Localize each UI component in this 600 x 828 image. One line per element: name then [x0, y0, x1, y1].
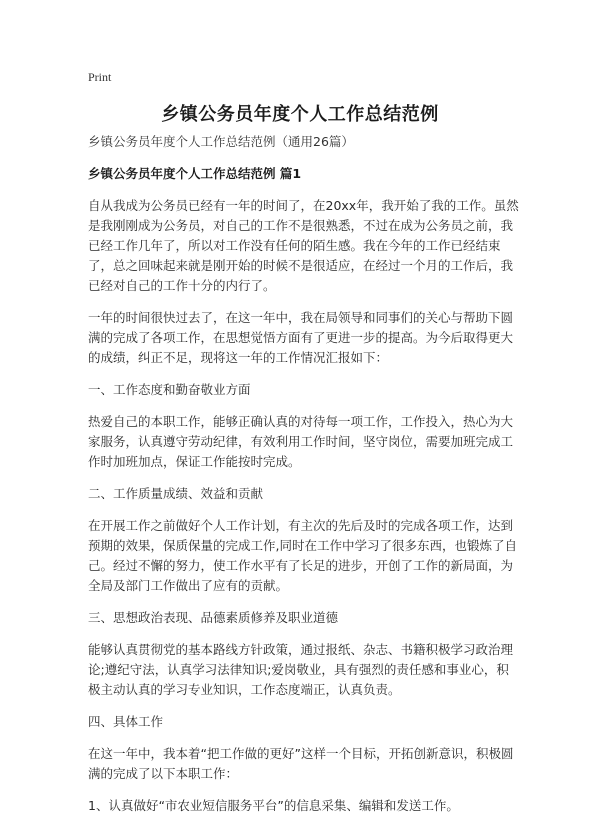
- paragraph-work-quality: 在开展工作之前做好个人工作计划，有主次的先后及时的完成各项工作，达到预期的效果，保质保量的完成工作,同时在工作中学习了很多东西，也锻炼了自己。经过不懈的努力，使工作水平有了长足的进步，开创了工作的新局面，为全局及部门工作做出了应有的贡献。: [88, 518, 517, 593]
- paragraph-intro: 自从我成为公务员已经有一年的时间了，在20xx年，我开始了我的工作。虽然是我刚刚成为公务员，对自己的工作不是很熟悉，不过在成为公务员之前，我已经工作几年了，所以对工作没有任何的陌生感。我在今年的工作已经结束了，总之回味起来就是刚开始的时候不是很适应，在经过一个月的工作后，我已经对自己的工作十分的内行了。: [88, 198, 519, 293]
- paragraph-summary: 一年的时间很快过去了，在这一年中，我在局领导和同事们的关心与帮助下圆满的完成了各项工作，在思想觉悟方面有了更进一步的提高。为今后取得更大的成绩，纠正不足，现将这一年的工作情况汇报如下：: [88, 310, 514, 365]
- document-body: [88, 132, 520, 828]
- print-link[interactable]: Print: [88, 70, 112, 84]
- heading-specific-work: 四、具体工作: [88, 714, 164, 729]
- paragraph-specific-work: 在这一年中，我本着“把工作做的更好”这样一个目标，开拓创新意识，积极圆满的完成了以下本职工作：: [88, 746, 514, 781]
- heading-work-attitude: 一、工作态度和勤奋敬业方面: [88, 382, 251, 397]
- section-title: 乡镇公务员年度个人工作总结范例 篇1: [88, 166, 302, 181]
- heading-work-quality: 二、工作质量成绩、效益和贡献: [88, 486, 264, 501]
- document-subtitle: 乡镇公务员年度个人工作总结范例（通用26篇）: [88, 134, 354, 149]
- paragraph-political-performance: 能够认真贯彻党的基本路线方针政策，通过报纸、杂志、书籍积极学习政治理论;遵纪守法，认真学习法律知识;爱岗敬业，具有强烈的责任感和事业心，积极主动认真的学习专业知识，工作态度端正，认真负责。: [88, 642, 514, 697]
- document-title: 乡镇公务员年度个人工作总结范例: [161, 104, 439, 125]
- paragraph-work-attitude: 热爱自己的本职工作，能够正确认真的对待每一项工作，工作投入，热心为大家服务，认真遵守劳动纪律，有效利用工作时间，坚守岗位，需要加班完成工作时加班加点，保证工作能按时完成。: [88, 414, 514, 469]
- heading-political-performance: 三、思想政治表现、品德素质修养及职业道德: [88, 610, 339, 625]
- paragraph-list-item-1: 1、认真做好“市农业短信服务平台”的信息采集、编辑和发送工作。: [88, 798, 459, 813]
